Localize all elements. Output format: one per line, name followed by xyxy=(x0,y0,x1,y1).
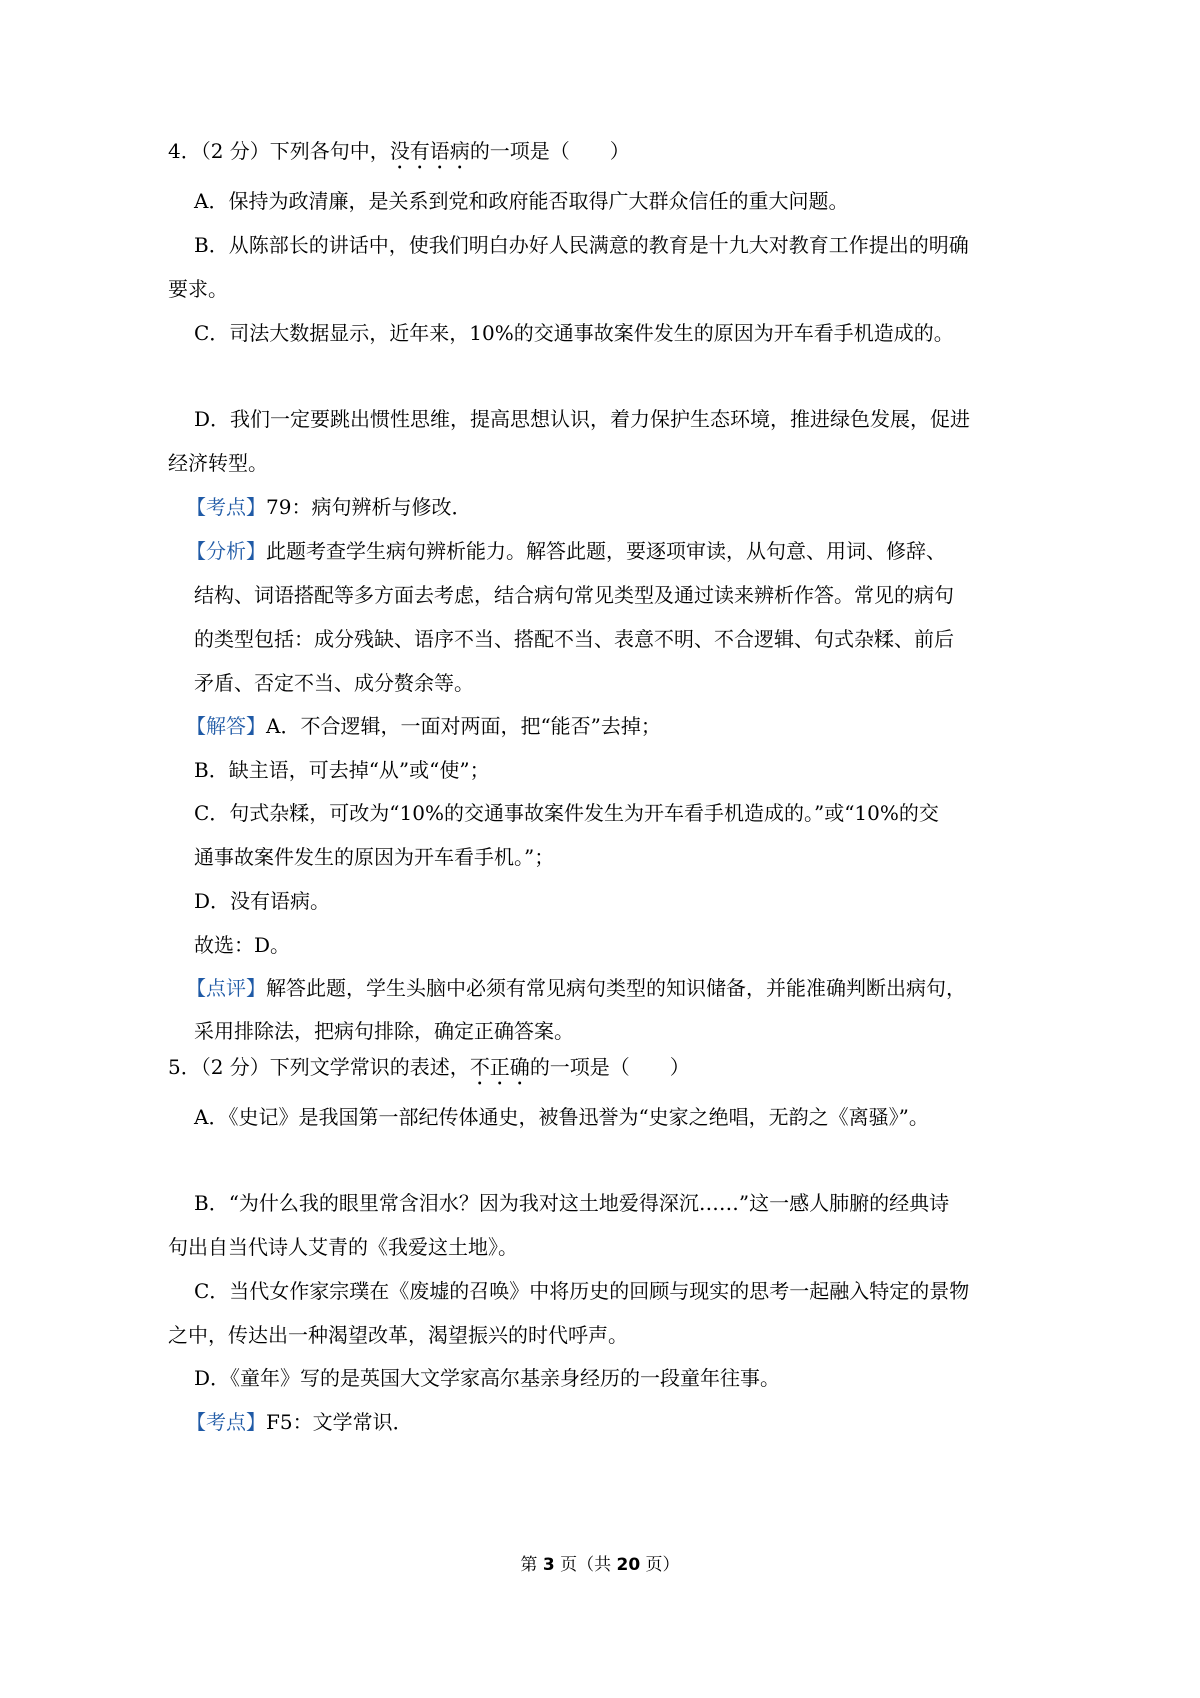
question-4-jieda-d: D．没有语病。 xyxy=(194,889,331,913)
question-5-option-b-line1: B．“为什么我的眼里常含泪水？因为我对这土地爱得深沉……”这一感人肺腑的经典诗 xyxy=(194,1191,950,1215)
question-4-fenxi-line2: 结构、词语搭配等多方面去考虑，结合病句常见类型及通过读来辨析作答。常见的病句 xyxy=(194,583,954,607)
question-4-option-d-line2: 经济转型。 xyxy=(168,451,268,475)
question-5-stem-prefix: 5．（2 分）下列文学常识的表述， xyxy=(168,1055,470,1079)
question-5-stem-suffix: 的一项是（ ） xyxy=(529,1055,690,1079)
question-4-jieda-c-line2: 通事故案件发生的原因为开车看手机。”； xyxy=(194,845,555,869)
question-4-option-c: C．司法大数据显示，近年来，10%的交通事故案件发生的原因为开车看手机造成的。 xyxy=(194,321,954,345)
dianping-tag: 【点评】 xyxy=(186,976,266,1000)
question-4-stem-prefix: 4．（2 分）下列各句中， xyxy=(168,139,390,163)
question-4-fenxi-line3: 的类型包括：成分残缺、语序不当、搭配不当、表意不明、不合逻辑、句式杂糅、前后 xyxy=(194,627,954,651)
question-4-kaodian xyxy=(186,492,471,522)
question-4-dianping-line2: 采用排除法，把病句排除，确定正确答案。 xyxy=(194,1019,574,1043)
jieda-tag: 【解答】 xyxy=(186,714,266,738)
question-5-option-a: A．《史记》是我国第一部纪传体通史，被鲁迅誉为“史家之绝唱，无韵之《离骚》”。 xyxy=(194,1105,929,1129)
kaodian-tag: 【考点】 xyxy=(186,495,266,519)
question-4-stem-emphasis: 没有语病 xyxy=(389,139,470,163)
question-4-guxuan: 故选：D。 xyxy=(194,933,291,957)
question-4-stem xyxy=(168,136,630,174)
jieda-text-a: A．不合逻辑，一面对两面，把“能否”去掉； xyxy=(266,714,661,738)
question-5-stem-emphasis: 不正确 xyxy=(469,1055,530,1079)
footer-suffix: 页） xyxy=(640,1555,680,1575)
q5-kaodian-text: F5：文学常识． xyxy=(266,1410,413,1434)
question-4-option-d-line1: D．我们一定要跳出惯性思维，提高思想认识，着力保护生态环境，推进绿色发展，促进 xyxy=(194,407,971,431)
question-4-option-a: A．保持为政清廉，是关系到党和政府能否取得广大群众信任的重大问题。 xyxy=(194,189,849,213)
fenxi-text-1: 此题考查学生病句辨析能力。解答此题，要逐项审读，从句意、用词、修辞、 xyxy=(266,539,946,563)
footer-page-number: 3 xyxy=(542,1555,555,1575)
footer-prefix: 第 xyxy=(520,1555,543,1575)
question-4-option-b-line1: B．从陈部长的讲话中，使我们明白办好人民满意的教育是十九大对教育工作提出的明确 xyxy=(194,233,969,257)
question-5-option-b-line2: 句出自当代诗人艾青的《我爱这土地》。 xyxy=(168,1235,518,1259)
question-4-jieda-b: B．缺主语，可去掉“从”或“使”； xyxy=(194,758,490,782)
footer-total-pages: 20 xyxy=(616,1555,641,1575)
question-5-option-d: D．《童年》写的是英国大文学家高尔基亲身经历的一段童年往事。 xyxy=(194,1366,781,1390)
question-4-stem-suffix: 的一项是（ ） xyxy=(469,139,630,163)
dianping-text-1: 解答此题，学生头脑中必须有常见病句类型的知识储备，并能准确判断出病句， xyxy=(266,976,966,1000)
question-4-option-b-line2: 要求。 xyxy=(168,277,228,301)
kaodian-text: 79：病句辨析与修改． xyxy=(266,495,472,519)
q5-kaodian-tag: 【考点】 xyxy=(186,1410,266,1434)
page-footer xyxy=(0,1553,1200,1577)
fenxi-tag: 【分析】 xyxy=(186,539,266,563)
question-4-jieda-c-line1: C．句式杂糅，可改为“10%的交通事故案件发生为开车看手机造成的。”或“10%的交 xyxy=(194,801,939,825)
question-4-fenxi-line1 xyxy=(186,536,946,566)
question-4-jieda-a xyxy=(186,711,661,741)
footer-middle: 页（共 xyxy=(554,1555,617,1575)
question-5-option-c-line2: 之中，传达出一种渴望改革，渴望振兴的时代呼声。 xyxy=(168,1323,628,1347)
question-4-dianping-line1 xyxy=(186,973,966,1003)
question-5-kaodian xyxy=(186,1407,413,1437)
question-4-fenxi-line4: 矛盾、否定不当、成分赘余等。 xyxy=(194,671,474,695)
question-5-option-c-line1: C．当代女作家宗璞在《废墟的召唤》中将历史的回顾与现实的思考一起融入特定的景物 xyxy=(194,1279,970,1303)
question-5-stem xyxy=(168,1052,690,1090)
